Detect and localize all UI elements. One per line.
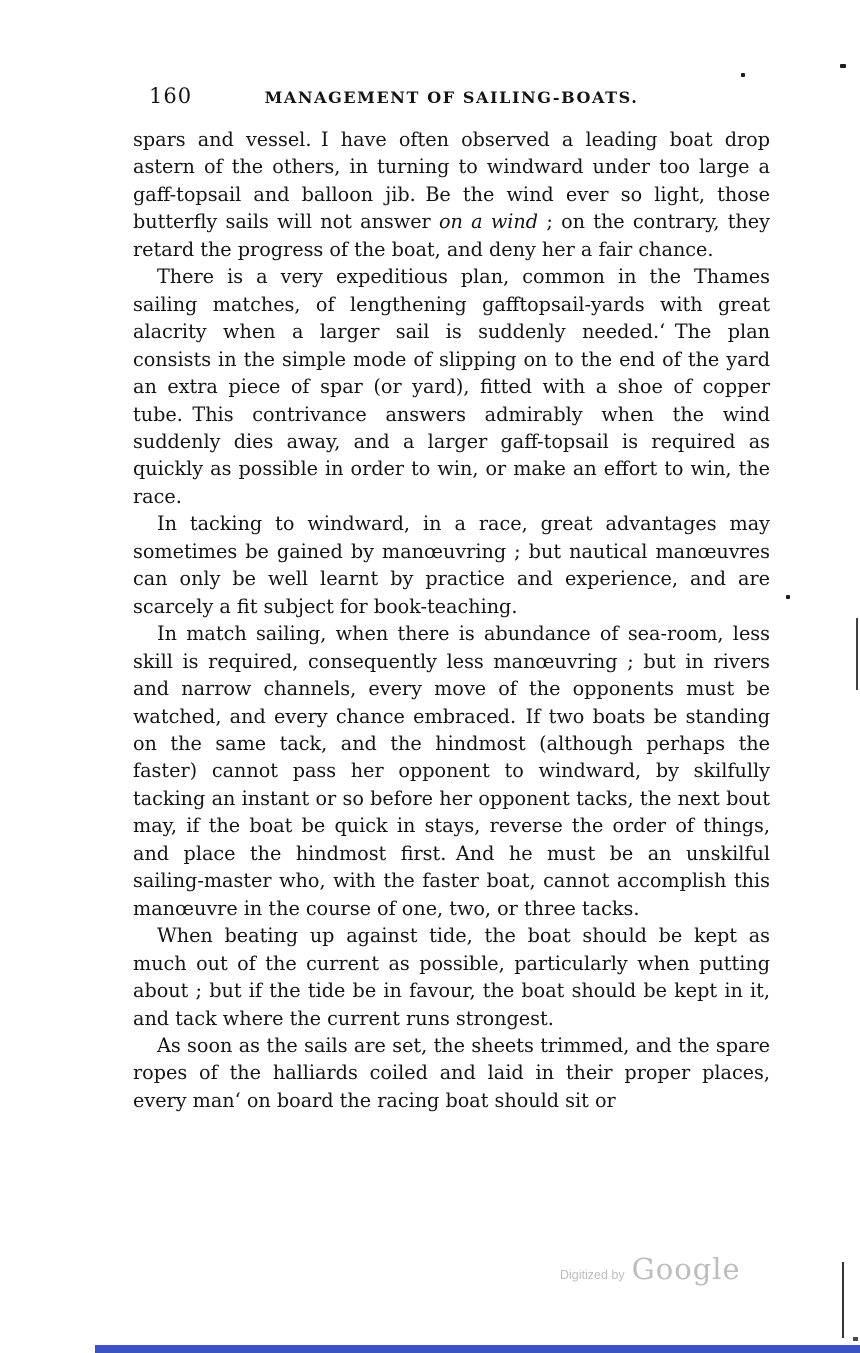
paragraph: As soon as the sails are set, the sheets trimmed, and the spare ropes of the halliards coiled and laid in their proper places, every man‘ on board the racing boat should sit or — [133, 1033, 770, 1112]
page-edge-mark — [842, 1262, 844, 1338]
scan-speck — [741, 73, 745, 77]
paragraph: When beating up against tide, the boat should be kept as much out of the current as possible, particularly when putting about ; but if the tide be in favour, the boat should be kept in it, and tack where the current runs strongest. — [133, 924, 770, 1030]
page-body — [133, 126, 770, 1114]
scan-speck — [786, 595, 790, 599]
running-header: MANAGEMENT OF SAILING-BOATS. — [264, 88, 639, 107]
page-number: 160 — [149, 84, 193, 108]
scan-speck — [853, 1337, 858, 1341]
paragraph: In tacking to windward, in a race, great advantages may sometimes be gained by manœuvring ; but nautical manœuvres can only be well learnt by practice and experience, and are scarcely a fit subject for book-teaching. — [133, 512, 770, 618]
scanner-bottom-bar — [95, 1345, 860, 1353]
digitized-by-watermark — [560, 1252, 741, 1286]
page-edge-mark — [856, 618, 858, 690]
paragraph: There is a very expeditious plan, common in the Thames sailing matches, of lengthening gafftopsail-yards with great alacrity when a larger sail is suddenly needed.‘ The plan consists in the simple mode of slipping on to the end of the yard an extra piece of spar (or yard), fitted with a shoe of copper tube. This contrivance answers admirably when the wind suddenly dies away, and a larger gaff-topsail is required as quickly as possible in order to win, or make an effort to win, the race. — [133, 265, 770, 508]
paragraph: spars and vessel. I have often observed a leading boat drop astern of the others, in turning to windward under too large a gaff-topsail and balloon jib. Be the wind ever so light, those butterfly sails will not answer on a wind ; on the contrary, they retard the progress of the boat, and deny her a fair chance. — [133, 128, 770, 261]
watermark-prefix: Digitized by — [560, 1268, 625, 1282]
google-logo: Google — [631, 1252, 741, 1286]
scan-speck — [840, 64, 846, 68]
paragraph: In match sailing, when there is abundance of sea-room, less skill is required, consequently less manœuvring ; but in rivers and narrow channels, every move of the opponents must be watched, and every chance embraced. If two boats be standing on the same tack, and the hindmost (although perhaps the faster) cannot pass her opponent to windward, by skilfully tacking an instant or so before her opponent tacks, the next bout may, if the boat be quick in stays, reverse the order of things, and place the hindmost first. And he must be an unskilful sailing-master who, with the faster boat, cannot accomplish this manœuvre in the course of one, two, or three tacks. — [133, 622, 770, 920]
